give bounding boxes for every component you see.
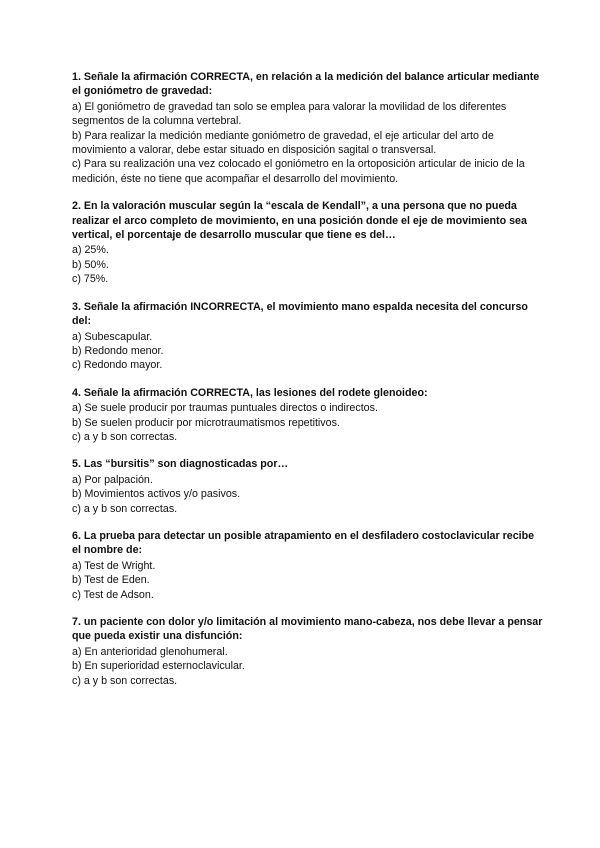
question-4 — [72, 386, 544, 445]
option-b: b) Redondo menor. — [72, 344, 164, 357]
question-title: 4. Señale la afirmación CORRECTA, las lesiones del rodete glenoideo: — [72, 386, 428, 399]
question-7 — [72, 615, 544, 688]
option-b: b) Para realizar la medición mediante goniómetro de gravedad, el eje articular del arto de movimiento a valorar, debe estar situado en disposición sagital o transversal. — [72, 129, 494, 157]
question-6 — [72, 529, 544, 602]
question-2 — [72, 199, 544, 286]
option-c: c) a y b son correctas. — [72, 502, 178, 515]
option-a: a) El goniómetro de gravedad tan solo se emplea para valorar la movilidad de los diferentes segmentos de la columna vertebral. — [72, 100, 507, 128]
option-a: a) Por palpación. — [72, 473, 153, 486]
option-c: c) Redondo mayor. — [72, 359, 163, 372]
option-b: b) Se suelen producir por microtraumatismos repetitivos. — [72, 416, 340, 429]
question-title: 5. Las “bursitis” son diagnosticadas por… — [72, 458, 289, 471]
question-title: 2. En la valoración muscular según la “escala de Kendall”, a una persona que no pueda realizar el arco completo de movimiento, en una posición donde el eje de movimiento sea vertical, el porcentaje de desarrollo muscular que tiene es del… — [72, 200, 527, 242]
question-title: 7. un paciente con dolor y/o limitación al movimiento mano-cabeza, nos debe llevar a pensar que pueda existir una disfunción: — [72, 616, 543, 643]
option-b: b) Movimientos activos y/o pasivos. — [72, 488, 241, 501]
question-title: 1. Señale la afirmación CORRECTA, en relación a la medición del balance articular mediante el goniómetro de gravedad: — [72, 71, 540, 98]
option-a: a) Test de Wright. — [72, 559, 156, 572]
option-c: c) Test de Adson. — [72, 588, 154, 601]
option-c: c) 75%. — [72, 273, 109, 286]
option-a: a) Se suele producir por traumas puntuales directos o indirectos. — [72, 402, 378, 415]
option-a: a) 25%. — [72, 244, 109, 257]
option-c: c) Para su realización una vez colocado el goniómetro en la ortoposición articular de inicio de la medición, éste no tiene que acompañar el desarrollo del movimiento. — [72, 158, 525, 185]
option-c: c) a y b son correctas. — [72, 674, 178, 687]
question-3 — [72, 300, 544, 373]
question-1 — [72, 70, 544, 186]
option-c: c) a y b son correctas. — [72, 430, 178, 443]
option-b: b) En superioridad esternoclavicular. — [72, 660, 245, 673]
option-b: b) 50%. — [72, 258, 109, 271]
question-title: 3. Señale la afirmación INCORRECTA, el movimiento mano espalda necesita del concurso del: — [72, 300, 528, 328]
option-b: b) Test de Eden. — [72, 574, 150, 587]
option-a: a) Subescapular. — [72, 330, 153, 343]
option-a: a) En anterioridad glenohumeral. — [72, 645, 228, 658]
question-title: 6. La prueba para detectar un posible atrapamiento en el desfiladero costoclavicular recibe el nombre de: — [72, 529, 535, 557]
question-5 — [72, 457, 544, 516]
